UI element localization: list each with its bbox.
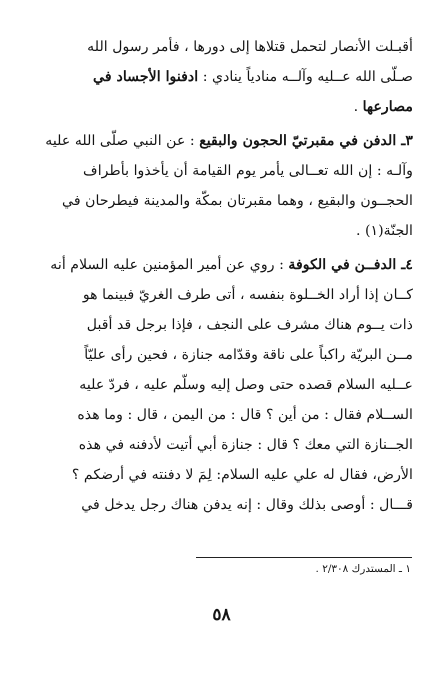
- text-line: [38, 62, 413, 92]
- text-line: الجنّة(١) .: [355, 223, 413, 239]
- text-line: كــان إذا أراد الخــلوة بنفسه ، أتى طرف الغريّ فبينما هو: [82, 287, 413, 303]
- text-line: الجــنازة التي معك ؟ قال : جنازة أبي أتيت لأدفنه في هذه: [78, 437, 413, 453]
- section-4-heading-line: [38, 250, 413, 280]
- footnote-divider: [196, 557, 412, 558]
- text-line: أقبـلت الأنصار لتحمل قتلاها إلى دورها ، فأمر رسول الله: [87, 39, 413, 55]
- text-line: قـــال : أوصى بذلك وقال : إنه يدفن هناك رجل يدخل في: [81, 497, 413, 513]
- section-3-heading: ٣ـ الدفن في مقبرتيّ الحجون والبقيع: [199, 133, 413, 149]
- text-line: وآلـه : إن الله تعــالى يأمر يوم القيامة أن يأخذوا بأطراف: [83, 163, 413, 179]
- text-segment: .: [353, 99, 363, 115]
- text-line: ذات يــوم هناك مشرف على النجف ، فإذا برجل قد أقبل: [86, 317, 413, 333]
- text-line: مــن البريّة راكباً على ناقة وقدّامه جنازة ، فحين رأى عليّاً: [84, 347, 413, 363]
- section-3-heading-line: [38, 126, 413, 156]
- footnote: ١ ـ المستدرك ٢/٣٠٨ .: [315, 563, 411, 575]
- text-segment: صـلّى الله عــليه وآلــه منادياً ينادي :: [198, 69, 413, 85]
- bold-quote: ادفنوا الأجساد في: [93, 69, 199, 85]
- body-text: [38, 32, 413, 520]
- text-line: عــليه السلام قصده حتى وصل إليه وسلّم عليه ، فردّ عليه: [79, 377, 413, 393]
- text-line: الســلام فقال : من أين ؟ قال : من اليمن ، قال : وما هذه: [77, 407, 413, 423]
- text-segment: : روي عن أمير المؤمنين عليه السلام أنه: [50, 257, 289, 273]
- text-segment: : عن النبي صلّى الله عليه: [45, 133, 200, 149]
- text-line: الحجــون والبقيع ، وهما مقبرتان بمكّة والمدينة فيطرحان في: [62, 193, 413, 209]
- text-line: الأرض، فقال له علي عليه السلام: لِمَ لا دفنته في أرضكم ؟: [71, 467, 413, 483]
- text-line: [38, 92, 413, 122]
- page-number: ٥٨: [212, 605, 231, 625]
- bold-quote-end: مصارعها: [362, 99, 413, 115]
- section-4-heading: ٤ـ الدفــن في الكوفة: [288, 257, 413, 273]
